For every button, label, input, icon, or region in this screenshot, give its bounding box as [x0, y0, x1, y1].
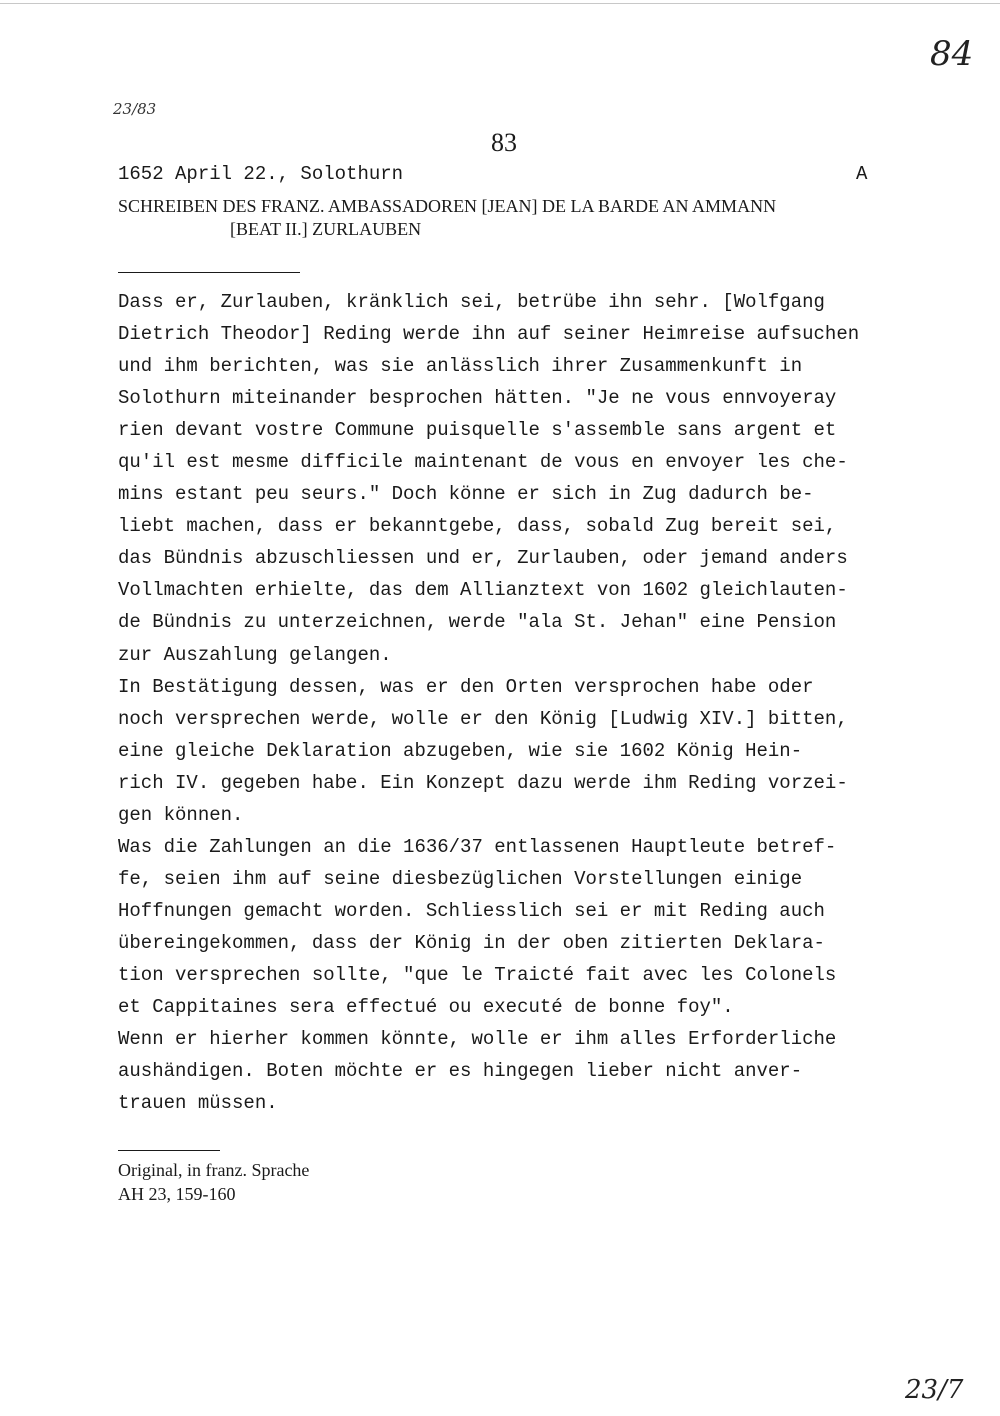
date-place: 1652 April 22., Solothurn [118, 163, 404, 185]
body-line: noch versprechen werde, wolle er den König [Ludwig XIV.] bitten, [118, 707, 848, 730]
archive-reference: 23/83 [113, 100, 157, 118]
source-line-1: Original, in franz. Sprache [118, 1160, 310, 1180]
body-text [118, 286, 918, 1119]
body-line: und ihm berichten, was sie anlässlich ihrer Zusammenkunft in [118, 355, 803, 378]
document-number: 83 [491, 128, 517, 157]
body-line: Wenn er hierher kommen könnte, wolle er ihm alles Erforderliche [118, 1028, 837, 1051]
title-line-1: SCHREIBEN DES FRANZ. AMBASSADOREN [JEAN] DE LA BARDE AN AMMANN [118, 196, 777, 216]
handwritten-page-number: 84 [930, 34, 974, 74]
body-line: mins estant peu seurs." Doch könne er sich in Zug dadurch be- [118, 483, 814, 506]
body-line: qu'il est mesme difficile maintenant de vous en envoyer les che- [118, 451, 848, 474]
body-line: Dass er, Zurlauben, kränklich sei, betrübe ihn sehr. [Wolfgang [118, 291, 825, 313]
body-line: tion versprechen sollte, "que le Traicté fait avec les Colonels [118, 963, 837, 986]
body-line: das Bündnis abzuschliessen und er, Zurlauben, oder jemand anders [118, 547, 848, 570]
body-line: rien devant vostre Commune puisquelle s'assemble sans argent et [118, 419, 837, 442]
body-line: übereingekommen, dass der König in der oben zitierten Deklara- [118, 931, 825, 954]
source-separator-rule [118, 1150, 220, 1151]
source-line-2: AH 23, 159-160 [118, 1184, 236, 1204]
body-line: fe, seien ihm auf seine diesbezüglichen Vorstellungen einige [118, 867, 803, 890]
body-line: liebt machen, dass er bekanntgebe, dass, sobald Zug bereit sei, [118, 515, 837, 538]
handwritten-archive-mark: 23/7 [905, 1375, 964, 1405]
document-title [118, 195, 776, 241]
body-line: In Bestätigung dessen, was er den Orten versprochen habe oder [118, 675, 814, 698]
body-line: zur Auszahlung gelangen. [118, 643, 392, 666]
body-line: Hoffnungen gemacht worden. Schliesslich sei er mit Reding auch [118, 899, 825, 922]
document-letter: A [856, 163, 868, 185]
body-line: de Bündnis zu unterzeichnen, werde "ala St. Jehan" eine Pension [118, 611, 837, 634]
body-line: eine gleiche Deklaration abzugeben, wie sie 1602 König Hein- [118, 739, 803, 762]
body-line: gen können. [118, 803, 244, 826]
top-edge-line [0, 3, 1000, 4]
body-line: Solothurn miteinander besprochen hätten. "Je ne vous ennvoyeray [118, 387, 837, 410]
body-line: Dietrich Theodor] Reding werde ihn auf seiner Heimreise aufsuchen [118, 323, 860, 346]
body-line: et Cappitaines sera effectué ou executé de bonne foy". [118, 996, 734, 1019]
body-line: rich IV. gegeben habe. Ein Konzept dazu werde ihm Reding vorzei- [118, 771, 848, 794]
body-line: aushändigen. Boten möchte er es hingegen lieber nicht anver- [118, 1060, 803, 1083]
body-line: Vollmachten erhielte, das dem Allianztext von 1602 gleichlauten- [118, 579, 848, 602]
body-line: Was die Zahlungen an die 1636/37 entlassenen Hauptleute betref- [118, 835, 837, 858]
title-line-2: [BEAT II.] ZURLAUBEN [230, 219, 422, 239]
body-line: trauen müssen. [118, 1092, 278, 1115]
source-note [118, 1158, 309, 1206]
separator-rule [118, 272, 300, 273]
